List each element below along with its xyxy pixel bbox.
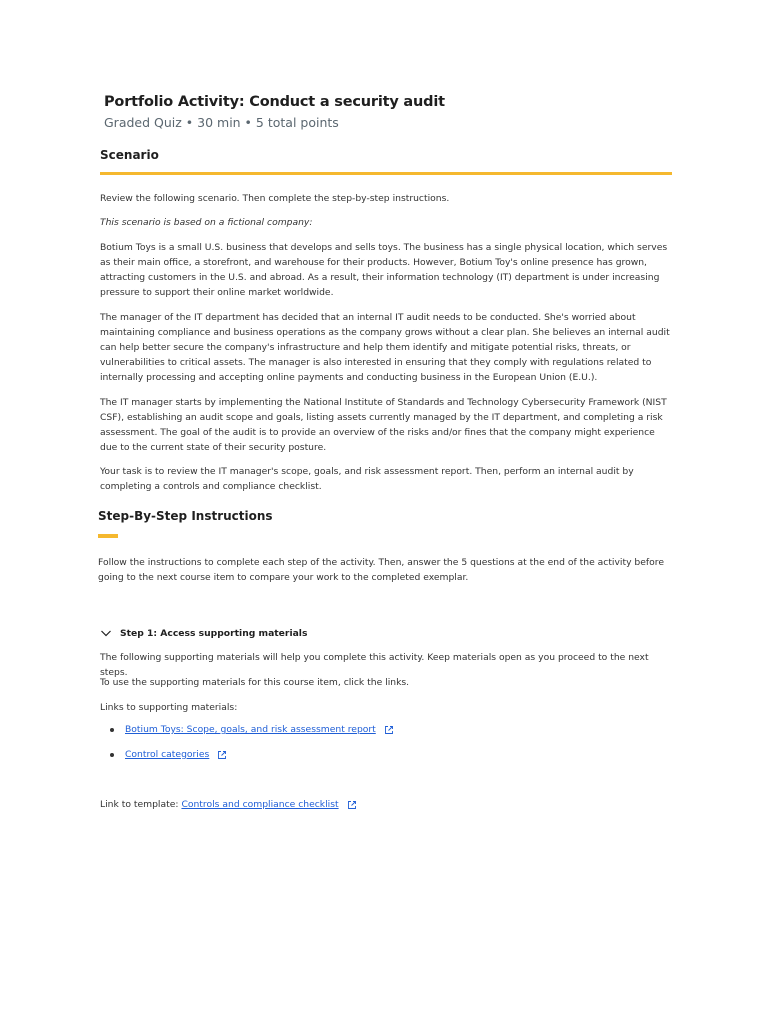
scenario-paragraph: The manager of the IT department has decided that an internal IT audit needs to be conducted. She's worried about maintaining compliance and business operations as the company grows without a clear plan. She believes an internal audit can help better secure the company's infrastructure and help them identify and mitigate potential risks, threats, or vulnerabilities to critical assets. The manager is also interested in ensuring that they comply with regulations related to internally processing and accepting online payments and conducting business in the European Union (E.U.). [100, 312, 670, 383]
list-item [110, 749, 227, 760]
instructions-divider [98, 534, 118, 538]
step-1-paragraph: Links to supporting materials: [100, 702, 238, 713]
scenario-heading: Scenario [100, 148, 159, 162]
control-categories-link[interactable]: Control categories [125, 749, 210, 760]
instructions-heading: Step-By-Step Instructions [98, 509, 273, 523]
chevron-down-icon [100, 627, 112, 639]
external-link-icon[interactable] [217, 750, 227, 760]
scenario-paragraph: Your task is to review the IT manager's scope, goals, and risk assessment report. Then, perform an internal audit by completing a controls and compliance checklist. [100, 466, 634, 492]
bullet-icon [110, 728, 114, 732]
bullet-icon [110, 753, 114, 757]
template-link-prefix: Link to template: [100, 799, 179, 810]
external-link-icon[interactable] [384, 725, 394, 735]
external-link-icon[interactable] [347, 800, 357, 810]
scope-report-link[interactable]: Botium Toys: Scope, goals, and risk assessment report [125, 724, 376, 735]
scenario-paragraph: Botium Toys is a small U.S. business that develops and sells toys. The business has a single physical location, which serves as their main office, a storefront, and warehouse for their products. However, Botium Toy's online presence has grown, attracting customers in the U.S. and abroad. As a result, their information technology (IT) department is under increasing pressure to support their online market worldwide. [100, 242, 668, 298]
page-title: Portfolio Activity: Conduct a security audit [104, 94, 445, 110]
step-1-label: Step 1: Access supporting materials [120, 627, 308, 639]
scenario-paragraph: This scenario is based on a fictional company: [100, 217, 313, 228]
scenario-divider [100, 172, 672, 175]
quiz-meta: Graded Quiz • 30 min • 5 total points [104, 115, 339, 130]
step-1-paragraph: The following supporting materials will help you complete this activity. Keep materials open as you proceed to the next steps. [100, 652, 649, 678]
instructions-intro: Follow the instructions to complete each step of the activity. Then, answer the 5 questions at the end of the activity before going to the next course item to compare your work to the completed exemplar. [98, 557, 665, 583]
step-1-paragraph: To use the supporting materials for this course item, click the links. [100, 677, 410, 688]
scenario-paragraph: The IT manager starts by implementing the National Institute of Standards and Technology Cybersecurity Framework (NIST CSF), establishing an audit scope and goals, listing assets currently managed by the IT department, and completing a risk assessment. The goal of the audit is to provide an overview of the risks and/or fines that the company might experience due to the current state of their security posture. [100, 397, 667, 453]
step-1-toggle[interactable] [100, 626, 307, 640]
checklist-template-link[interactable]: Controls and compliance checklist [181, 799, 339, 810]
template-link-row [100, 799, 357, 810]
list-item [110, 724, 394, 735]
scenario-paragraph: Review the following scenario. Then complete the step-by-step instructions. [100, 193, 450, 204]
